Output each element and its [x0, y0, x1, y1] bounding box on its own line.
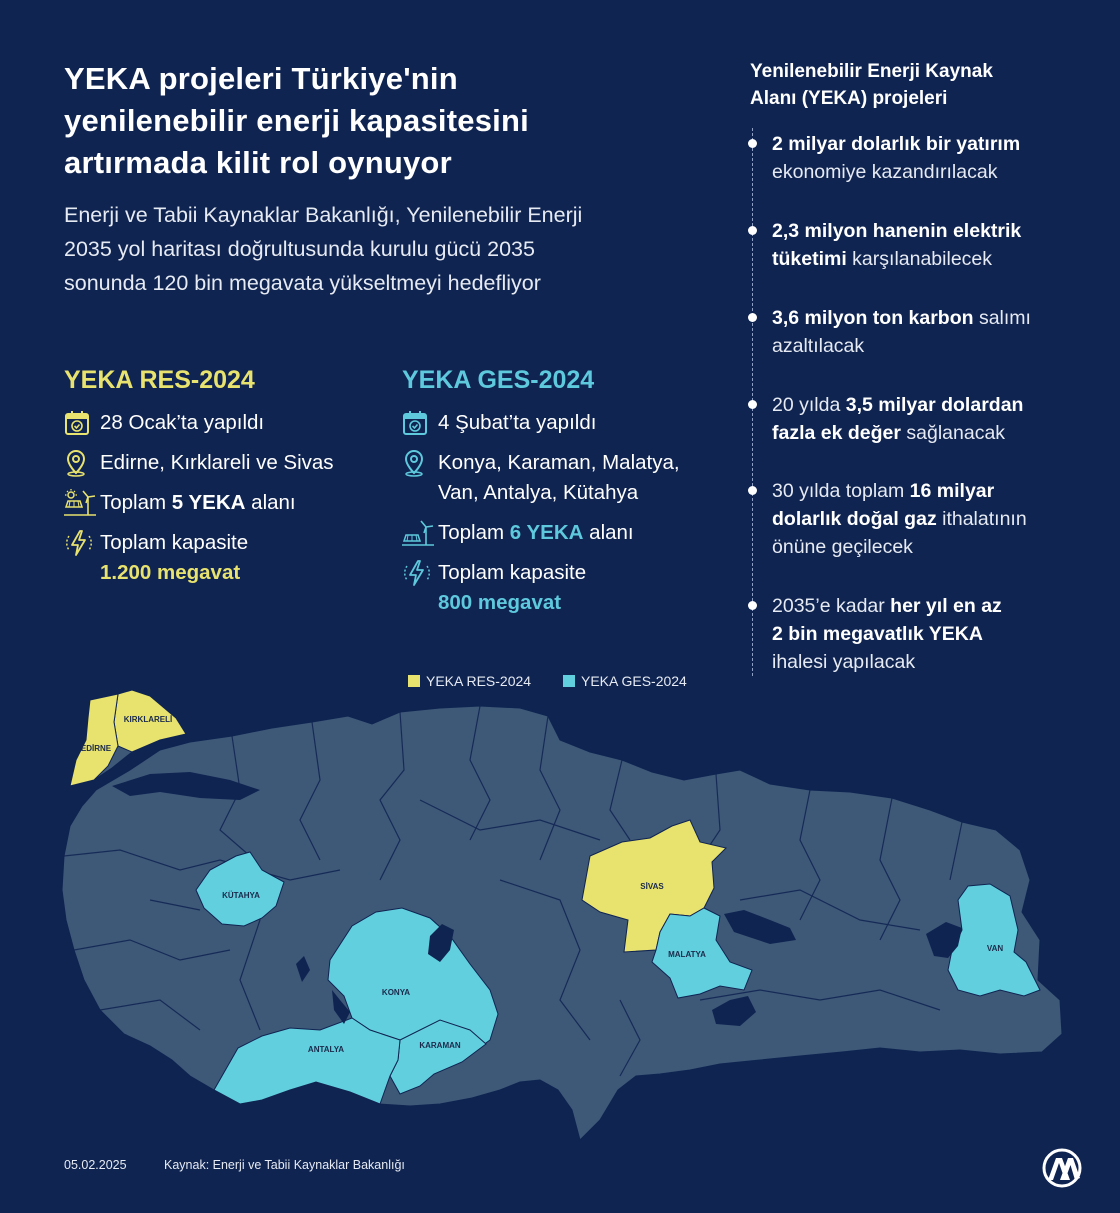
footer-source: Kaynak: Enerji ve Tabii Kaynaklar Bakanlığı — [164, 1158, 405, 1172]
ges-heading: YEKA GES-2024 — [402, 366, 595, 394]
label-edirne: EDİRNE — [80, 744, 112, 753]
label-sivas: SİVAS — [640, 882, 664, 891]
fact-5-bold-1: 16 milyar — [909, 480, 995, 502]
ges-location-line-1: Konya, Karaman, Malatya, — [438, 451, 680, 474]
legend-res-label: YEKA RES-2024 — [426, 673, 532, 689]
res-areas-post: alanı — [245, 491, 296, 514]
label-kutahya: KÜTAHYA — [222, 891, 260, 900]
fact-5-rest-1: ithalatının — [936, 508, 1027, 530]
fact-6-bold-1: her yıl en az — [890, 595, 1002, 617]
fact-4-rest: sağlanacak — [900, 422, 1006, 444]
fact-6-bold-2: 2 bin megavatlık YEKA — [772, 623, 983, 645]
res-capacity-label: Toplam kapasite — [100, 531, 249, 554]
legend-ges-label: YEKA GES-2024 — [581, 673, 687, 689]
title-line-2: yenilenebilir enerji kapasitesini — [64, 103, 529, 138]
label-antalya: ANTALYA — [307, 1045, 345, 1054]
fact-4-bold-1: 3,5 milyar dolardan — [845, 394, 1024, 416]
fact-6-pre: 2035’e kadar — [772, 595, 891, 617]
fact-5-rest-2: önüne geçilecek — [772, 536, 913, 558]
subtitle-line-2: 2035 yol haritası doğrultusunda kurulu gücü 2035 — [64, 237, 535, 261]
label-malatya: MALATYA — [668, 950, 706, 959]
fact-6-rest: ihalesi yapılacak — [772, 651, 916, 673]
res-heading: YEKA RES-2024 — [64, 366, 255, 394]
title-line-1: YEKA projeleri Türkiye'nin — [64, 61, 458, 96]
fact-1-bold: 2 milyar dolarlık bir yatırım — [772, 133, 1021, 155]
fact-3-rest-1: salımı — [973, 307, 1031, 329]
fact-1-rest: ekonomiye kazandırılacak — [772, 161, 998, 183]
title-line-3: artırmada kilit rol oynuyor — [64, 145, 452, 180]
fact-2-bold-2: tüketimi — [772, 248, 847, 270]
fact-5-bold-2: dolarlık doğal gaz — [772, 508, 937, 530]
label-van: VAN — [986, 944, 1004, 953]
fact-5-pre: 30 yılda toplam — [772, 480, 910, 502]
fact-3-rest-2: azaltılacak — [772, 335, 865, 357]
ges-areas-count: 6 YEKA — [509, 521, 584, 544]
ges-areas-post: alanı — [583, 521, 634, 544]
facts-heading-line-1: Yenilenebilir Enerji Kaynak — [750, 61, 993, 82]
res-areas-pre: Toplam — [100, 491, 172, 514]
ges-date-text: 4 Şubat’ta yapıldı — [438, 411, 597, 434]
subtitle-line-1: Enerji ve Tabii Kaynaklar Bakanlığı, Yenilenebilir Enerji — [64, 203, 583, 227]
label-konya: KONYA — [381, 988, 411, 997]
ges-location-line-2: Van, Antalya, Kütahya — [438, 481, 639, 504]
fact-3-bold: 3,6 milyon ton karbon — [772, 307, 974, 329]
ges-capacity-label: Toplam kapasite — [438, 561, 587, 584]
label-kirklareli: KIRKLARELİ — [123, 715, 173, 724]
footer-date: 05.02.2025 — [64, 1158, 127, 1172]
facts-heading-line-2: Alanı (YEKA) projeleri — [750, 88, 948, 109]
ges-areas-pre: Toplam — [438, 521, 510, 544]
fact-2-rest: karşılanabilecek — [846, 248, 993, 270]
aa-logo-icon — [1040, 1148, 1084, 1188]
subtitle-line-3: sonunda 120 bin megavata yükseltmeyi hedefliyor — [64, 271, 541, 295]
res-capacity-value: 1.200 megavat — [100, 561, 241, 584]
res-date-text: 28 Ocak’ta yapıldı — [100, 411, 265, 434]
ges-capacity-value: 800 megavat — [438, 591, 562, 614]
province-edirne — [70, 694, 118, 786]
fact-4-pre: 20 yılda — [772, 394, 846, 416]
res-areas-count: 5 YEKA — [171, 491, 246, 514]
fact-2-bold-1: 2,3 milyon hanenin elektrik — [772, 220, 1022, 242]
anatolia-landmass — [62, 706, 1062, 1140]
label-karaman: KARAMAN — [419, 1041, 461, 1050]
res-location-text: Edirne, Kırklareli ve Sivas — [100, 451, 334, 474]
fact-4-bold-2: fazla ek değer — [772, 422, 901, 444]
